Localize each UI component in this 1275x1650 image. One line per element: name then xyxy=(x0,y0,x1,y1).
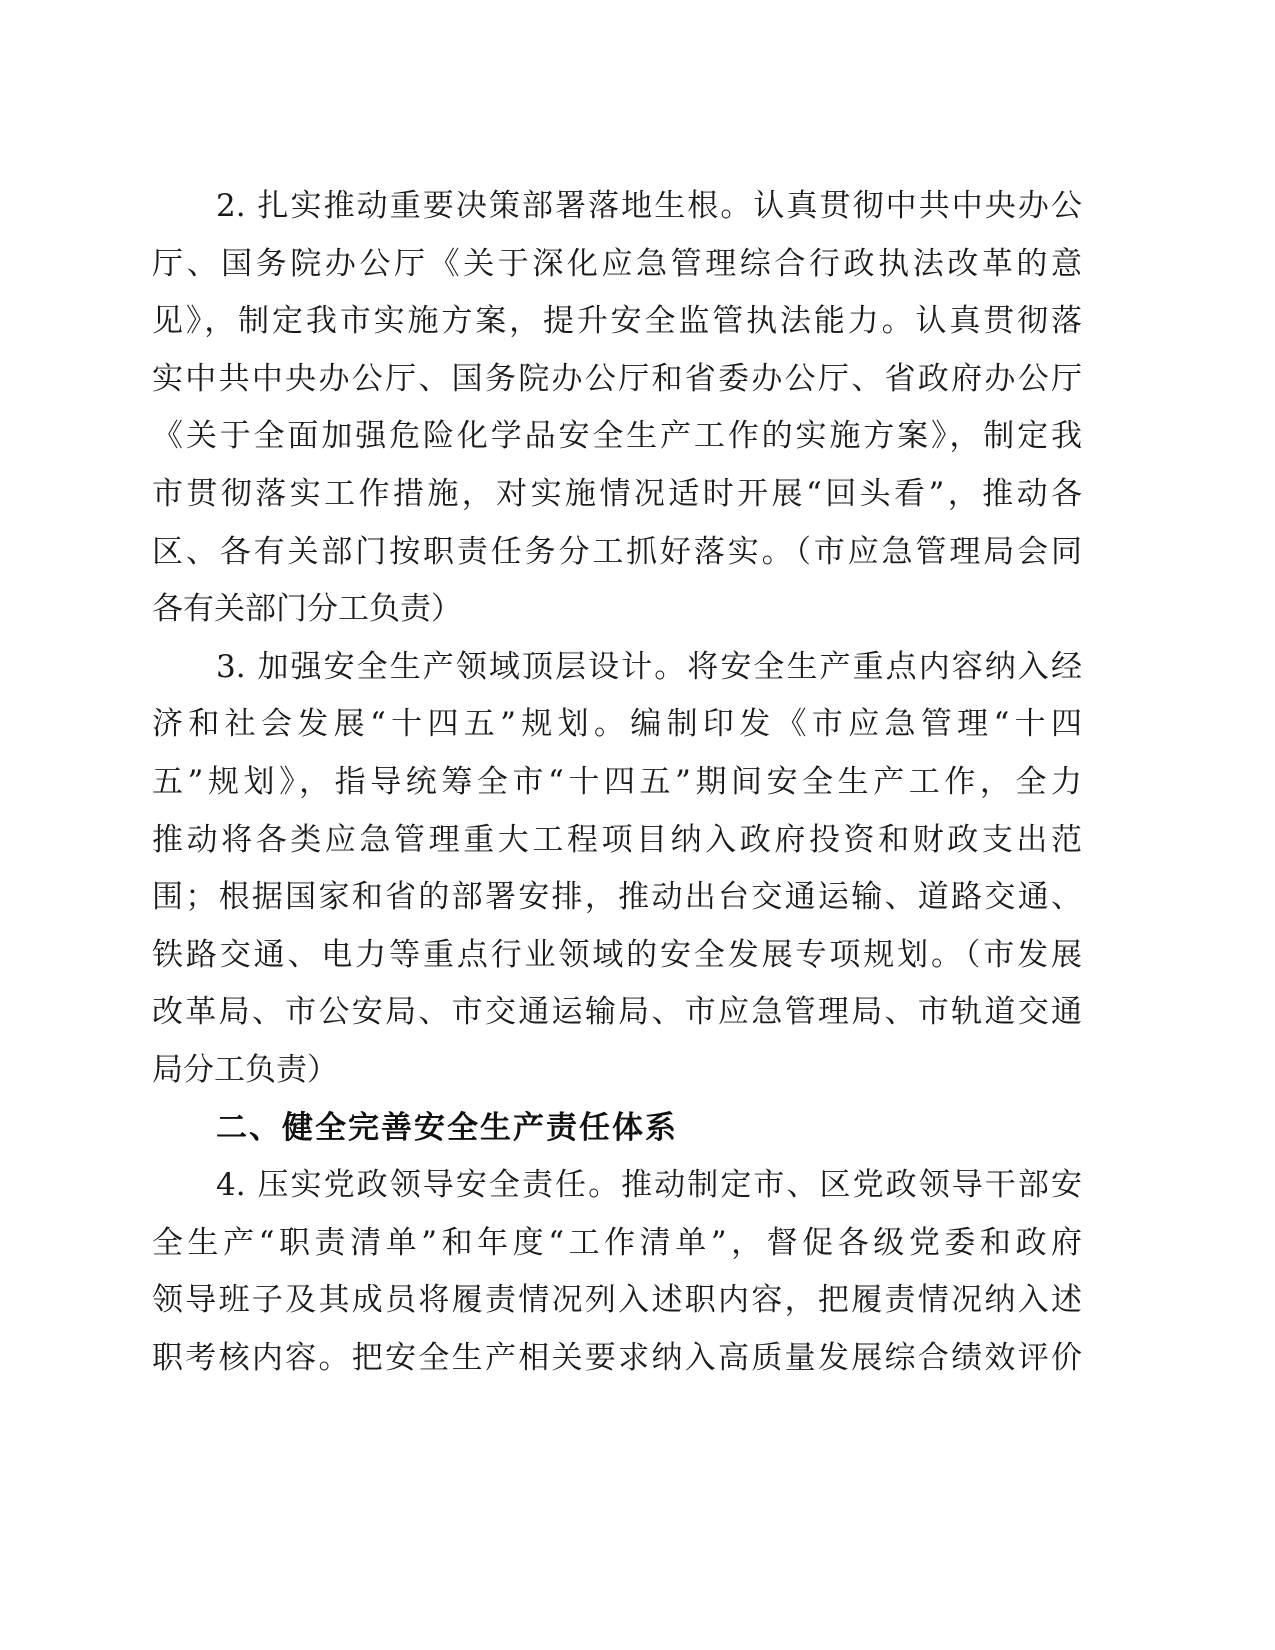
paragraph-line: 《关于全面加强危险化学品安全生产工作的实施方案》，制定我 xyxy=(152,418,1082,455)
paragraph-3 xyxy=(152,639,1082,1100)
document-body xyxy=(152,178,1082,1387)
paragraph-line: 3. 加强安全生产领域顶层设计。将安全生产重点内容纳入经 xyxy=(216,648,1082,685)
paragraph-line: 领导班子及其成员将履责情况列入述职内容，把履责情况纳入述 xyxy=(152,1282,1082,1319)
paragraph-line: 市贯彻落实工作措施，对实施情况适时开展“回头看”，推动各 xyxy=(152,475,1082,512)
paragraph-line: 铁路交通、电力等重点行业领域的安全发展专项规划。（市发展 xyxy=(152,936,1082,973)
paragraph-line: 改革局、市公安局、市交通运输局、市应急管理局、市轨道交通 xyxy=(152,994,1082,1031)
paragraph-4 xyxy=(152,1157,1082,1387)
paragraph-line: 五”规划》，指导统筹全市“十四五”期间安全生产工作，全力 xyxy=(152,763,1082,800)
paragraph-line: 全生产“职责清单”和年度“工作清单”，督促各级党委和政府 xyxy=(152,1224,1082,1261)
paragraph-line: 厅、国务院办公厅《关于深化应急管理综合行政执法改革的意 xyxy=(152,245,1082,282)
paragraph-line: 区、各有关部门按职责任务分工抓好落实。（市应急管理局会同 xyxy=(152,533,1082,570)
paragraph-line: 围；根据国家和省的部署安排，推动出台交通运输、道路交通、 xyxy=(152,879,1082,916)
paragraph-line: 各有关部门分工负责） xyxy=(152,591,462,628)
paragraph-2 xyxy=(152,178,1082,639)
paragraph-line: 济和社会发展“十四五”规划。编制印发《市应急管理“十四 xyxy=(152,706,1082,743)
paragraph-line: 推动将各类应急管理重大工程项目纳入政府投资和财政支出范 xyxy=(152,821,1082,858)
paragraph-line: 职考核内容。把安全生产相关要求纳入高质量发展综合绩效评价 xyxy=(152,1339,1082,1376)
paragraph-line: 局分工负责） xyxy=(152,1051,338,1088)
paragraph-line: 实中共中央办公厅、国务院办公厅和省委办公厅、省政府办公厅 xyxy=(152,360,1082,397)
section-heading: 二、健全完善安全生产责任体系 xyxy=(216,1109,678,1146)
paragraph-line: 2. 扎实推动重要决策部署落地生根。认真贯彻中共中央办公 xyxy=(216,188,1082,224)
paragraph-line: 见》，制定我市实施方案，提升安全监管执法能力。认真贯彻落 xyxy=(152,303,1082,340)
paragraph-line: 4. 压实党政领导安全责任。推动制定市、区党政领导干部安 xyxy=(216,1167,1082,1204)
